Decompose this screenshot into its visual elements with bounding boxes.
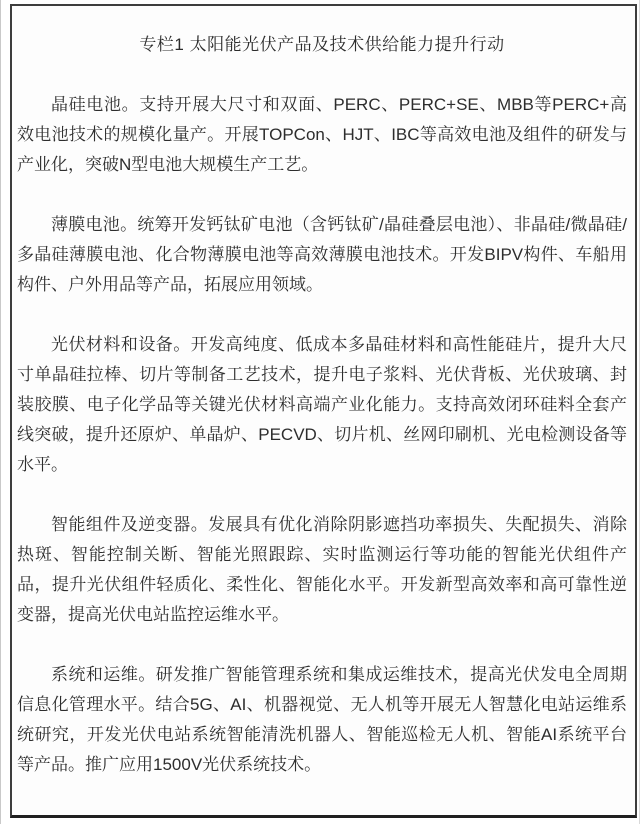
paragraph-thin-film-cells: 薄膜电池。统筹开发钙钛矿电池（含钙钛矿/晶硅叠层电池）、非晶硅/微晶硅/多晶硅薄膜电池、化合物薄膜电池等高效薄膜电池技术。开发BIPV构件、车船用构件、户外用品等产品，拓展应用领域。 <box>17 215 627 294</box>
paragraph-crystalline-silicon-cells: 晶硅电池。支持开展大尺寸和双面、PERC、PERC+SE、MBB等PERC+高效电池技术的规模化量产。开展TOPCon、HJT、IBC等高效电池及组件的研发与产业化，突破N型电池大规模生产工艺。 <box>17 95 627 174</box>
paragraph-smart-modules-inverters: 智能组件及逆变器。发展具有优化消除阴影遮挡功率损失、失配损失、消除热斑、智能控制关断、智能光照跟踪、实时监测运行等功能的智能光伏组件产品，提升光伏组件轻质化、柔性化、智能化水平。开发新型高效率和高可靠性逆变器，提高光伏电站监控运维水平。 <box>17 515 627 624</box>
column-title: 专栏1 太阳能光伏产品及技术供给能力提升行动 <box>139 35 505 54</box>
paragraph-systems-operations: 系统和运维。研发推广智能管理系统和集成运维技术，提高光伏发电全周期信息化管理水平。结合5G、AI、机器视觉、无人机等开展无人智慧化电站运维系统研究，开发光伏电站系统智能清洗机器人、智能巡检无人机、智能AI系统平台等产品。推广应用1500V光伏系统技术。 <box>17 665 627 774</box>
paragraph-pv-materials-equipment: 光伏材料和设备。开发高纯度、低成本多晶硅材料和高性能硅片，提升大尺寸单晶硅拉棒、切片等制备工艺技术，提升电子浆料、光伏背板、光伏玻璃、封装胶膜、电子化学品等关键光伏材料高端产业化能力。支持高效闭环硅料全套产线突破，提升还原炉、单晶炉、PECVD、切片机、丝网印刷机、光电检测设备等水平。 <box>17 335 627 474</box>
policy-column-box <box>10 4 637 818</box>
